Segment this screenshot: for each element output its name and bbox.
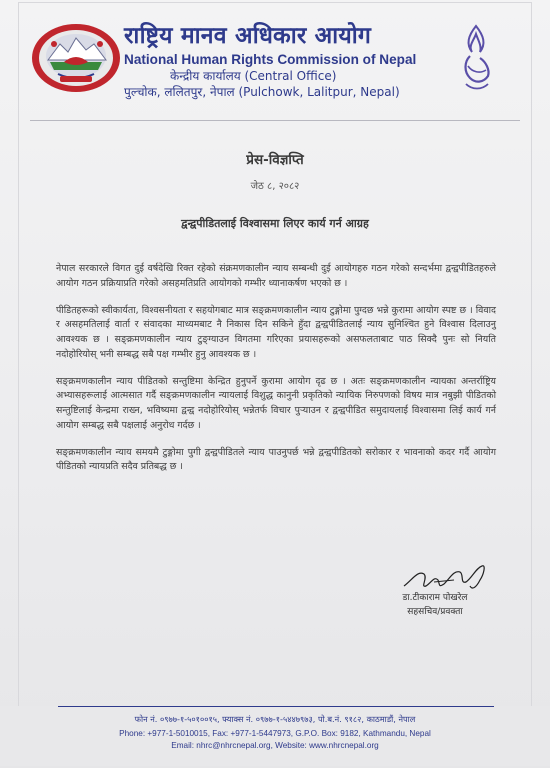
office-line: केन्द्रीय कार्यालय (Central Office) bbox=[170, 69, 337, 83]
body-paragraph: सङ्क्रमणकालीन न्याय पीडितको सन्तुष्टिमा केन्द्रित हुनुपर्ने कुरामा आयोग दृढ छ । अतः सङ्क्रमणकालीन न्यायका अन्तर्राष्ट्रिय अभ्यासहरूलाई आत्मसात गर्दै सङ्क्रमणकालीन न्यायलाई विशुद्ध कानुनी प्रकृतिको न्यायिक निरुपणको विषय मात्र नबुझी पीडितको सन्तुष्टिलाई केन्द्रमा राख्न, भविष्यमा द्वन्द्व नदोहोरियोस् भन्नेतर्फ विचार पुर्‍याउन र द्वन्द्वपीडित समुदायलाई विश्वासमा लिई कार्य गर्न आयोग सम्बद्ध सबै पक्षलाई अनुरोध गर्दछ । bbox=[56, 375, 496, 431]
body-paragraph: सङ्क्रमणकालीन न्याय समयमै टुङ्गोमा पुगी द्वन्द्वपीडितले न्याय पाउनुपर्छ भन्ने द्वन्द्वपीडितको सरोकार र भावनाको कदर गर्दै आयोग पीडितको न्यायप्रति सदैव प्रतिबद्ध छ । bbox=[56, 446, 496, 473]
document-title: प्रेस-विज्ञप्ति bbox=[246, 152, 304, 168]
signatory-name: डा.टीकाराम पोखरेल bbox=[402, 593, 468, 603]
body-paragraph: नेपाल सरकारले विगत दुई वर्षदेखि रिक्त रहेको संक्रमणकालीन न्याय सम्बन्धी दुई आयोगहरु गठन गरेको सन्दर्भमा द्वन्द्वपीडितहरुले आयोग गठन प्रक्रियाप्रति गरेको असहमतिप्रति आयोगको गम्भीर ध्यानाकर्षण भएको छ । bbox=[56, 263, 496, 289]
nepal-emblem-icon bbox=[30, 22, 122, 94]
document-date: जेठ ८, २०८२ bbox=[250, 181, 300, 192]
org-name-english: National Human Rights Commission of Nepal bbox=[124, 52, 417, 67]
footer-contact-nepali: फोन नं. ०९७७-१-५०१००१५, फ्याक्स नं. ०९७७-१-५४४७९७३, पो.ब.नं. ९१८२, काठमाडौं, नेपाल bbox=[134, 714, 416, 724]
footer-contact-phone: Phone: +977-1-5010015, Fax: +977-1-5447973, G.P.O. Box: 9182, Kathmandu, Nepal bbox=[119, 729, 431, 738]
footer-contact-email: Email: nhrc@nhrcnepal.org, Website: www.nhrcnepal.org bbox=[171, 741, 379, 750]
body-paragraph: पीडितहरूको स्वीकार्यता, विश्वसनीयता र सहयोगबाट मात्र सङ्क्रमणकालीन न्याय टुङ्गोमा पुग्दछ भन्ने कुरामा आयोग स्पष्ट छ । विवाद र असहमतिलाई वार्ता र संवादका माध्यमबाट नै निकास दिन सकिने हुँदा द्वन्द्वपीडितलाई न्याय सुनिश्चित हुने विश्वास दिलाउनु आवश्यक छ । सङ्क्रमणकालीन न्याय टुङ्ग्याउन विगतमा गरिएका प्रयासहरूको असफलताबाट पाठ सिक्दै पुनः सो नियति नदोहोरियोस् भनी सम्बद्ध सबै पक्ष गम्भीर हुनु आवश्यक छ । bbox=[56, 304, 496, 360]
document-body bbox=[56, 262, 496, 488]
nhrc-hand-flame-logo-icon bbox=[458, 22, 494, 96]
address-line: पुल्चोक, ललितपुर, नेपाल (Pulchowk, Lalitpur, Nepal) bbox=[124, 85, 400, 99]
document-heading: द्वन्द्वपीडितलाई विश्वासमा लिएर कार्य गर्न आग्रह bbox=[181, 217, 369, 230]
footer-divider bbox=[58, 706, 494, 707]
header-divider bbox=[30, 120, 520, 121]
letterhead bbox=[124, 22, 454, 101]
org-name-nepali: राष्ट्रिय मानव अधिकार आयोग bbox=[124, 22, 372, 49]
signatory-role: सहसचिव/प्रवक्ता bbox=[407, 607, 463, 617]
handwritten-signature-icon bbox=[394, 560, 504, 594]
